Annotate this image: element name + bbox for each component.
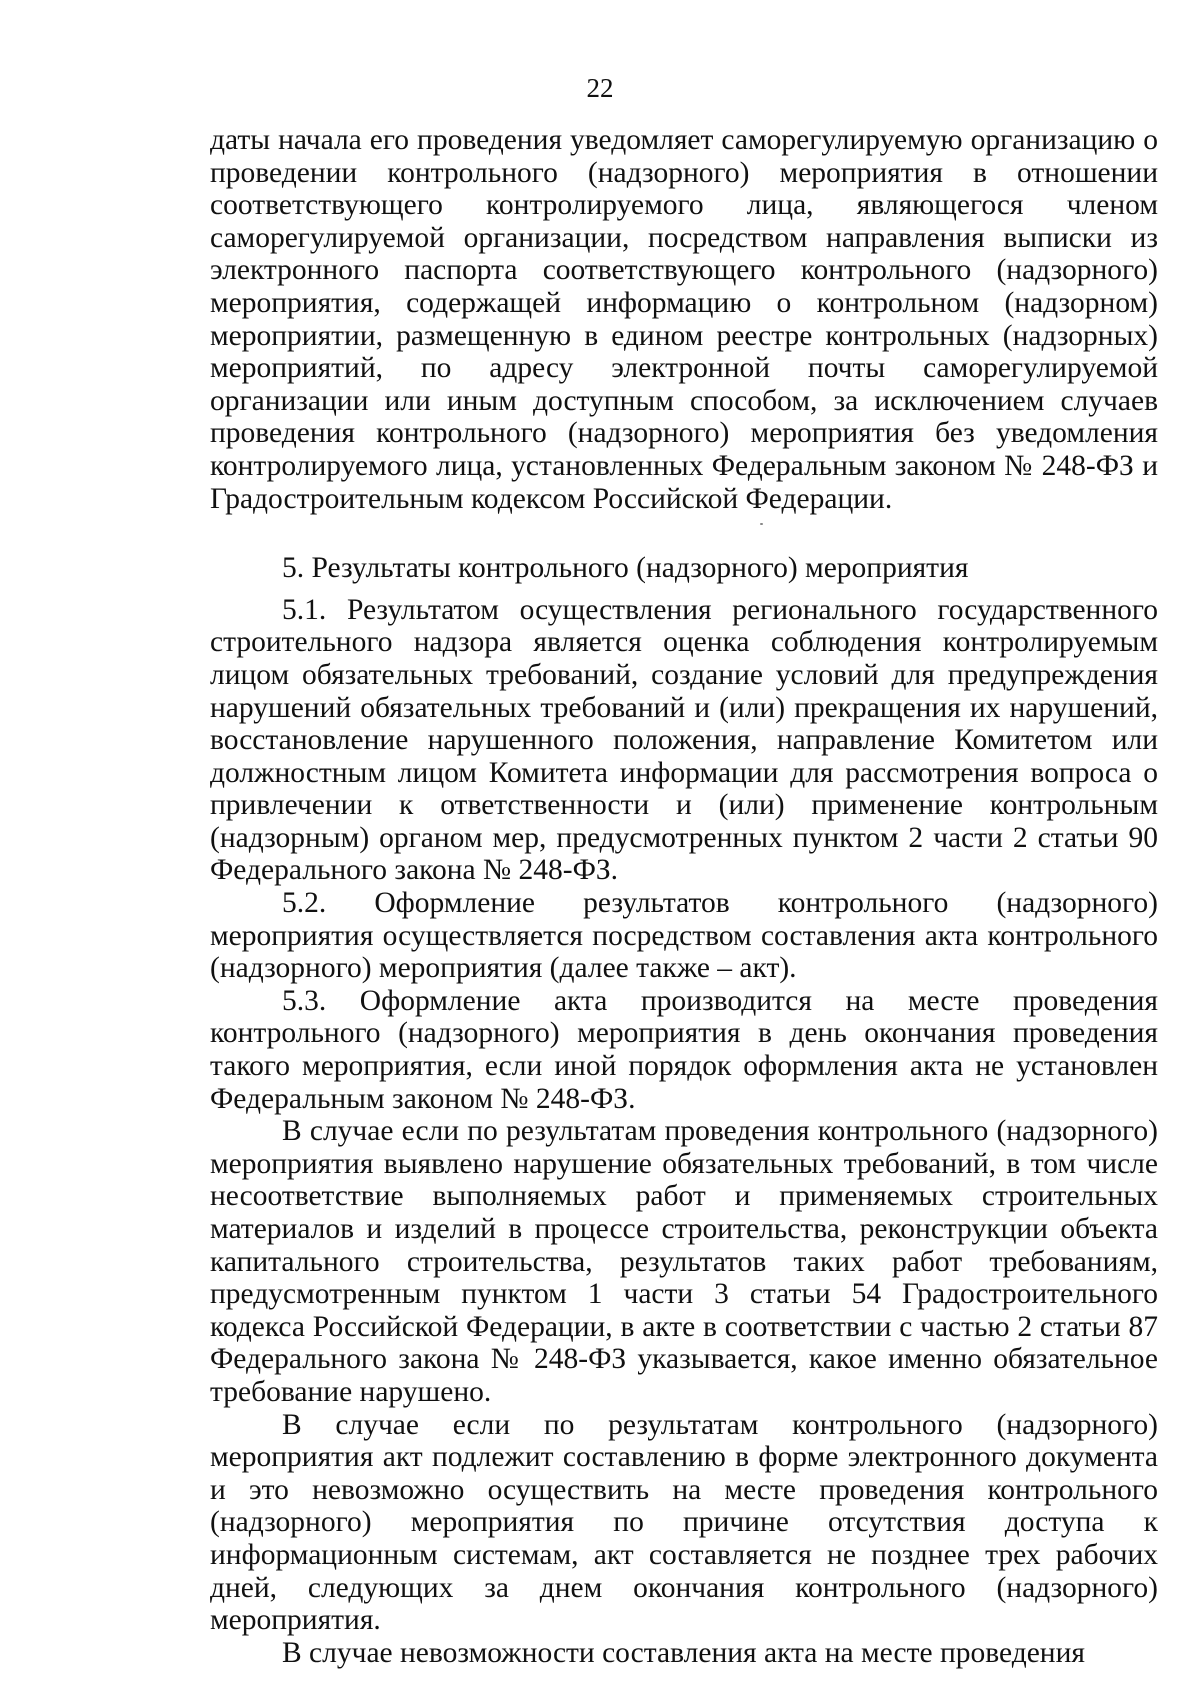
paragraph-5-3: 5.3. Оформление акта производится на месте проведения контрольного (надзорного) мероприятия в день окончания проведения такого мероприятия, если иной порядок оформления акта не установлен Федеральным законом № 248-ФЗ. <box>210 984 1158 1115</box>
section-heading: 5. Результаты контрольного (надзорного) мероприятия <box>282 552 969 585</box>
page-number: 22 <box>586 73 614 103</box>
paragraph-impossible-act: В случае невозможности составления акта на месте проведения <box>282 1636 1085 1669</box>
spacer <box>210 585 1158 594</box>
paragraph-violation: В случае если по результатам проведения контрольного (надзорного) мероприятия выявлено нарушение обязательных требований, в том числе несоответствие выполняемых работ и применяемых строительных материалов и изделий в процессе строительства, реконструкции объекта капитального строительства, результатов таких работ требованиям, предусмотренным пунктом 1 части 3 статьи 54 Градостроительного кодекса Российской Федерации, в акте в соответствии с частью 2 статьи 87 Федерального закона № 248-ФЗ указывается, какое именно обязательное требование нарушено. <box>210 1115 1158 1408</box>
paragraph-5-2: 5.2. Оформление результатов контрольного (надзорного) мероприятия осуществляется посредством составления акта контрольного (надзорного) мероприятия (далее также – акт). <box>210 887 1158 985</box>
spacer <box>210 515 1158 552</box>
document-body <box>210 124 1158 1669</box>
paragraph-5-1: 5.1. Результатом осуществления регионального государственного строительного надзора является оценка соблюдения контролируемым лицом обязательных требований, создание условий для предупреждения нарушений обязательных требований и (или) прекращения их нарушений, восстановление нарушенного положения, направление Комитетом или должностным лицом Комитета информации для рассмотрения вопроса о привлечении к ответственности и (или) применение контрольным (надзорным) органом мер, предусмотренных пунктом 2 части 2 статьи 90 Федерального закона № 248-ФЗ. <box>210 593 1158 887</box>
paragraph-electronic-act: В случае если по результатам контрольного (надзорного) мероприятия акт подлежит составлению в форме электронного документа и это невозможно осуществить на месте проведения контрольного (надзорного) мероприятия по причине отсутствия доступа к информационным системам, акт составляется не позднее трех рабочих дней, следующих за днем окончания контрольного (надзорного) мероприятия. <box>210 1408 1158 1637</box>
scan-speck <box>760 523 763 525</box>
paragraph-continuation: даты начала его проведения уведомляет саморегулируемую организацию о проведении контрольного (надзорного) мероприятия в отношении соответствующего контролируемого лица, являющегося членом саморегулируемой организации, посредством направления выписки из электронного паспорта соответствующего контрольного (надзорного) мероприятия, содержащей информацию о контрольном (надзорном) мероприятии, размещенную в едином реестре контрольных (надзорных) мероприятий, по адресу электронной почты саморегулируемой организации или иным доступным способом, за исключением случаев проведения контрольного (надзорного) мероприятия без уведомления контролируемого лица, установленных Федеральным законом № 248-ФЗ и Градостроительным кодексом Российской Федерации. <box>210 124 1158 515</box>
